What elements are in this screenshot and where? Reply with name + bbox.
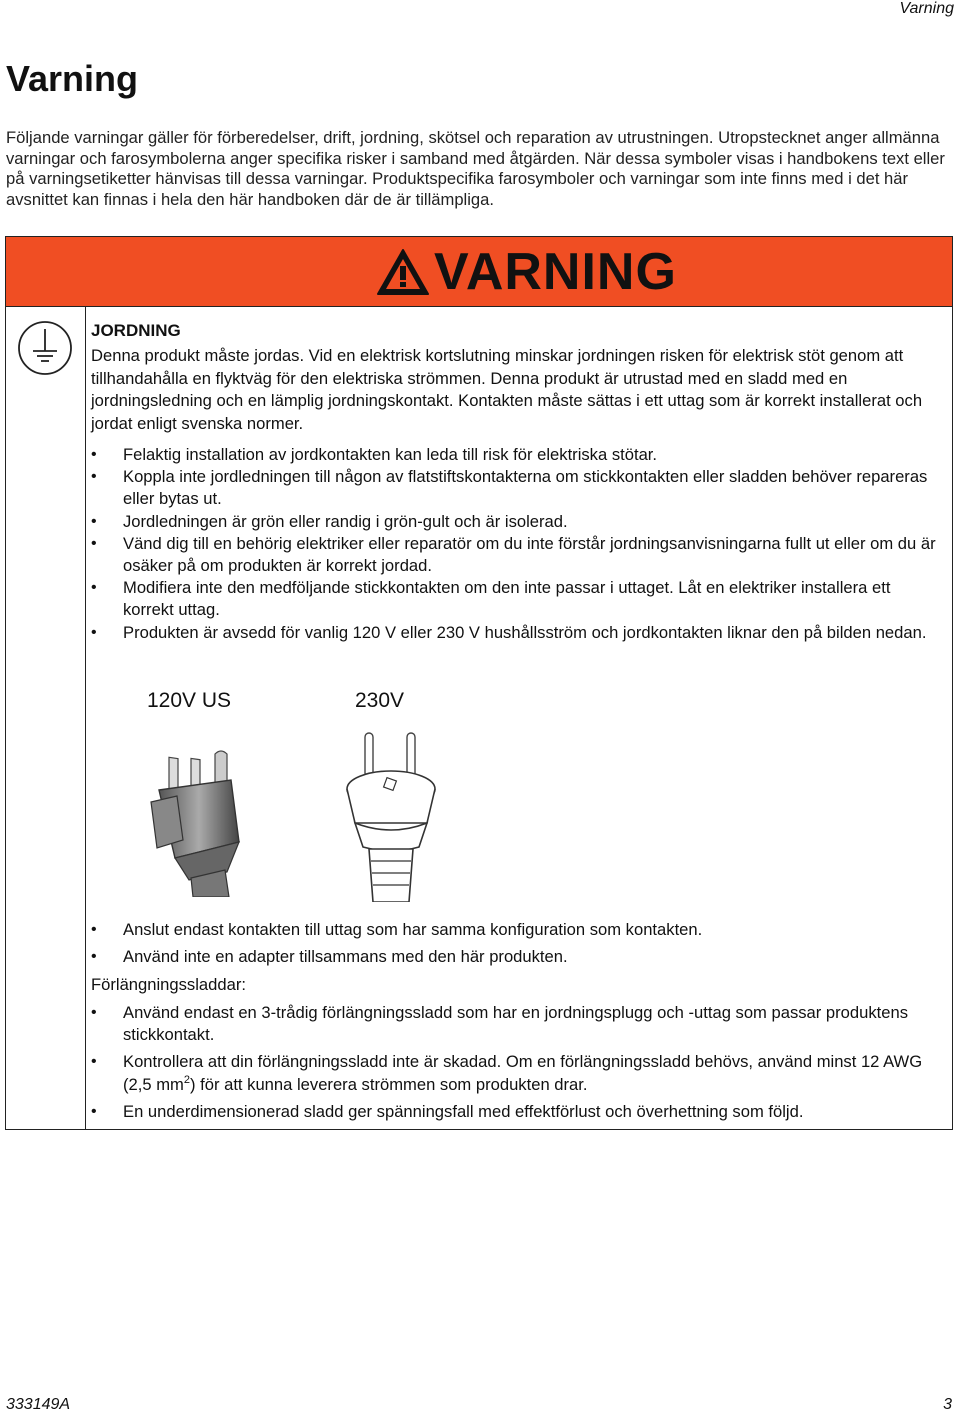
list-item: • Koppla inte jordledningen till någon av flatstiftskontakterna om stickkontakten eller sladden behöver repareras eller bytas ut. bbox=[91, 466, 941, 510]
icon-column bbox=[6, 307, 86, 1129]
list-item: • Modifiera inte den medföljande stickkontakten om den inte passar i uttaget. Låt en elektriker installera ett korrekt uttag. bbox=[91, 577, 941, 621]
list-item: • Använd endast en 3-trådig förlängningssladd som har en jordningsplugg och -uttag som passar produktens stickkontakt. bbox=[91, 1002, 941, 1046]
page-number: 3 bbox=[943, 1396, 952, 1413]
list-item: • Använd inte en adapter tillsammans med den här produkten. bbox=[91, 946, 941, 968]
eu-plug-icon bbox=[329, 727, 459, 902]
plug-usage-bullet-list bbox=[91, 919, 941, 973]
intro-paragraph: Följande varningar gäller för förberedelser, drift, jordning, skötsel och reparation av utrustningen. Utropstecknet anger allmänna varningar och farosymbolerna anger specifika risker i samband med åtgärden. När dessa symboler visas i handbokens text eller på varningsetiketter hänvisas till dessa varningar. Produktspecifika farosymboler och varningar som inte finns med i det här avsnittet kan finnas i hela den här handboken där de är tillämpliga. bbox=[6, 128, 945, 209]
warning-title: VARNING bbox=[434, 243, 677, 301]
grounding-bullet-list bbox=[91, 444, 941, 644]
document-number: 333149A bbox=[6, 1396, 71, 1413]
list-item: • Vänd dig till en behörig elektriker eller reparatör om du inte förstår jordningsanvisningarna fullt ut eller om du är osäker på om produkten är korrekt jordad. bbox=[91, 533, 941, 577]
list-item bbox=[91, 1051, 941, 1095]
list-item: • Produkten är avsedd för vanlig 120 V eller 230 V hushållsström och jordkontakten liknar den på bilden nedan. bbox=[91, 622, 941, 644]
warning-title-group bbox=[376, 245, 677, 299]
section-title-grounding: JORDNING bbox=[91, 321, 181, 340]
list-item: • En underdimensionerad sladd ger spänningsfall med effektförlust och överhettning som följd. bbox=[91, 1101, 941, 1123]
awg-text-before: Kontrollera att din förlängningssladd inte är skadad. Om en förlängningssladd behövs, använd minst 12 AWG (2,5 mm bbox=[123, 1052, 923, 1094]
ground-symbol-icon bbox=[16, 319, 74, 377]
squared-superscript: 2 bbox=[183, 1073, 190, 1086]
plug-label-us: 120V US bbox=[147, 689, 232, 712]
warning-header bbox=[6, 237, 952, 307]
warning-box bbox=[5, 236, 953, 1130]
list-item: • Felaktig installation av jordkontakten kan leda till risk för elektriska stötar. bbox=[91, 444, 941, 466]
warning-triangle-icon bbox=[376, 247, 430, 297]
awg-text-after: ) för att kunna leverera strömmen som produkten drar. bbox=[189, 1074, 588, 1094]
extension-cords-label: Förlängningssladdar: bbox=[91, 975, 246, 994]
list-item: • Anslut endast kontakten till uttag som har samma konfiguration som kontakten. bbox=[91, 919, 941, 941]
plug-label-eu: 230V bbox=[355, 689, 405, 712]
extension-cord-bullet-list bbox=[91, 1002, 941, 1128]
running-header: Varning bbox=[899, 0, 954, 17]
page-title: Varning bbox=[6, 58, 139, 99]
us-plug-icon bbox=[131, 732, 281, 897]
list-item: • Jordledningen är grön eller randig i grön-gult och är isolerad. bbox=[91, 511, 941, 533]
grounding-lead-paragraph: Denna produkt måste jordas. Vid en elektrisk kortslutning minskar jordningen risken för elektrisk stöt genom att tillhandahålla en flyktväg för den elektriska strömmen. Denna produkt är utrustad med en sladd med en jordningsledning och en lämplig jordningskontakt. Kontakten måste sättas i ett uttag som är korrekt installerat och jordat enligt svenska normer. bbox=[91, 346, 923, 433]
